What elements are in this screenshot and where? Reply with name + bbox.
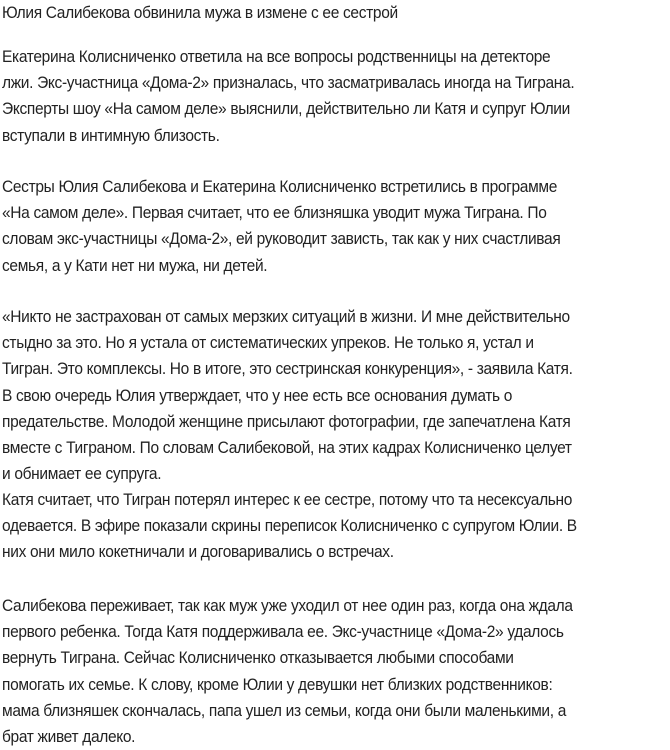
paragraph-line: В свою очередь Юлия утверждает, что у нее есть все основания думать о [2,386,513,405]
paragraph-line: мама близняшек скончалась, папа ушел из семьи, когда они были маленькими, а [2,701,566,720]
paragraph-line: вступали в интимную близость. [2,126,220,145]
paragraph-line: вернуть Тиграна. Сейчас Колисниченко отказывается любыми способами [2,649,514,668]
paragraph-line: «На самом деле». Первая считает, что ее близняшка уводит мужа Тиграна. По [2,204,547,223]
paragraph-line: лжи. Экс-участница «Дома-2» призналась, что засматривалась иногда на Тиграна. [2,74,575,93]
paragraph-line: и обнимает ее супруга. [2,465,162,484]
paragraph-line: вместе с Тиграном. По словам Салибековой, на этих кадрах Колисниченко целует [2,439,572,458]
paragraph-line: предательстве. Молодой женщине присылают фотографии, где запечатлена Катя [2,412,571,431]
paragraph-line: Катя считает, что Тигран потерял интерес к ее сестре, потому что та несексуально [2,491,573,509]
article-paragraph-1 [2,44,574,149]
article-title: Юлия Салибекова обвинила мужа в измене с ее сестрой [2,4,398,22]
paragraph-line: Екатерина Колисниченко ответила на все вопросы родственницы на детекторе [2,48,551,66]
article-paragraph-3 [2,304,573,487]
paragraph-line: помогать их семье. К слову, кроме Юлии у девушки нет близких родственников: [2,675,553,694]
paragraph-line: Эксперты шоу «На самом деле» выяснили, действительно ли Катя и супруг Юлии [2,100,570,119]
article-paragraph-4 [2,487,577,566]
paragraph-line: Салибекова переживает, так как муж уже уходил от нее один раз, когда она ждала [2,597,573,615]
paragraph-line: Тигран. Это комплексы. Но в итоге, это сестринская конкуренция», - заявила Катя. [2,360,573,379]
paragraph-line: них они мило кокетничали и договаривались о встречах. [2,543,394,562]
paragraph-line: одевается. В эфире показали скрины переписок Колисниченко с супругом Юлии. В [2,517,577,536]
paragraph-line: брат живет далеко. [2,728,136,747]
paragraph-line: семья, а у Кати нет ни мужа, ни детей. [2,256,268,275]
article-paragraph-2 [2,174,560,279]
paragraph-line: словам экс-участницы «Дома-2», ей руководит зависть, так как у них счастливая [2,230,561,249]
paragraph-line: стыдно за это. Но я устала от систематических упреков. Не только я, устал и [2,334,534,353]
article-paragraph-5 [2,593,573,750]
paragraph-line: первого ребенка. Тогда Катя поддерживала ее. Экс-участнице «Дома-2» удалось [2,623,564,642]
paragraph-line: Сестры Юлия Салибекова и Екатерина Колисниченко встретились в программе [2,178,558,196]
paragraph-line: «Никто не застрахован от самых мерзких ситуаций в жизни. И мне действительно [2,308,570,326]
